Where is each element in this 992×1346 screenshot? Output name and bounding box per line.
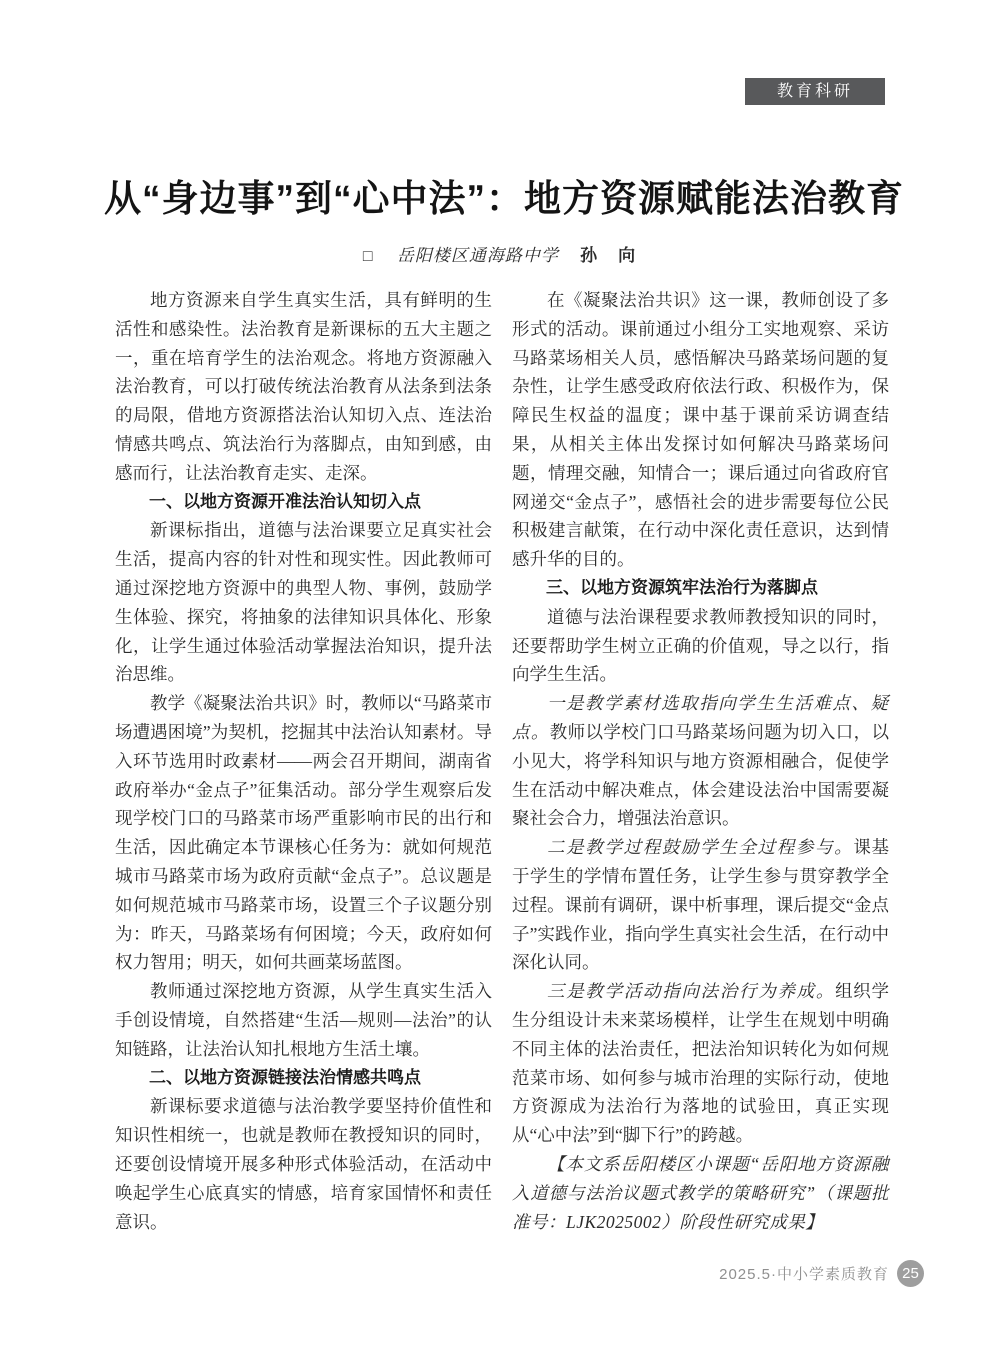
- lead-sentence: 三是教学活动指向法治行为养成。: [547, 981, 836, 1002]
- author-name: 孙 向: [580, 246, 638, 265]
- section-heading-3: 三、以地方资源筑牢法治行为落脚点: [546, 577, 818, 597]
- left-column: [115, 286, 492, 1236]
- page-footer: [719, 1260, 924, 1287]
- funding-note: 【本文系岳阳楼区小课题“岳阳地方资源融入道德与法治议题式教学的策略研究”（课题批准号：LJK2025002）阶段性研究成果】: [512, 1153, 889, 1232]
- lead-paragraph: [512, 977, 889, 1150]
- lead-sentence: 二是教学过程鼓励学生全过程参与。: [547, 837, 854, 858]
- paragraph: 道德与法治课程要求教师教授知识的同时，还要帮助学生树立正确的价值观，导之以行，指向学生生活。: [512, 606, 889, 685]
- category-badge-label: 教育科研: [776, 82, 853, 100]
- paragraph-text: 教师以学校门口马路菜场问题为切入口，以小见大，将学科知识与地方资源相融合，促使学生在活动中解决难点，体会建设法治中国需要凝聚社会合力，增强法治意识。: [512, 721, 889, 829]
- section-heading-1: 一、以地方资源开准法治认知切入点: [149, 491, 421, 511]
- article-body: [115, 286, 889, 1236]
- paragraph: 教师通过深挖地方资源，从学生真实生活入手创设情境，自然搭建“生活—规则—法治”的认知链路，让法治认知扎根地方生活土壤。: [115, 981, 492, 1059]
- paragraph: 新课标要求道德与法治教学要坚持价值性和知识性相统一，也就是教师在教授知识的同时，还要创设情境开展多种形式体验活动，在活动中唤起学生心底真实的情感，培育家国情怀和责任意识。: [115, 1096, 492, 1232]
- page-number-badge: 25: [897, 1260, 924, 1287]
- author-line: [104, 241, 896, 266]
- lead-paragraph: [512, 689, 889, 833]
- paragraph-text: 组织学生分组设计未来菜场模样，让学生在规划中明确不同主体的法治责任，把法治知识转化为如何规范菜市场、如何参与城市治理的实际行动，使地方资源成为法治行为落地的试验田，真正实现从“心中法”到“脚下行”的跨越。: [512, 981, 890, 1146]
- lead-sentence: 一是教学素材选取指向学生生活难点、疑点。: [512, 693, 889, 742]
- paragraph: 教学《凝聚法治共识》时，教师以“马路菜市场遭遇困境”为契机，挖掘其中法治认知素材。导入环节选用时政素材——两会召开期间，湖南省政府举办“金点子”征集活动。部分学生观察后发现学校门口的马路菜市场严重影响市民的出行和生活，因此确定本节课核心任务为：就如何规范城市马路菜市场为政府贡献“金点子”。总议题是如何规范城市马路菜市场，设置三个子议题分别为：昨天，马路菜场有何困境；今天，政府如何权力智用；明天，如何共画菜场蓝图。: [115, 693, 492, 973]
- section-heading-2: 二、以地方资源链接法治情感共鸣点: [149, 1067, 421, 1087]
- paragraph: 在《凝聚法治共识》这一课，教师创设了多形式的活动。课前通过小组分工实地观察、采访马路菜场相关人员，感悟解决马路菜场问题的复杂性，让学生感受政府依法行政、积极作为，保障民生权益的温度；课中基于课前采访调查结果，从相关主体出发探讨如何解决马路菜场问题，情理交融，知情合一；课后通过向省政府官网递交“金点子”，感悟社会的进步需要每位公民积极建言献策，在行动中深化责任意识，达到情感升华的目的。: [512, 290, 889, 570]
- author-marker-icon: □: [362, 248, 374, 265]
- category-badge: [745, 78, 885, 105]
- journal-name: 2025.5·中小学素质教育: [719, 1266, 889, 1283]
- right-column: [512, 286, 889, 1236]
- lead-paragraph: [512, 833, 889, 977]
- author-affiliation: 岳阳楼区通海路中学: [396, 246, 559, 265]
- paragraph-text: 课基于学生的学情布置任务，让学生参与贯穿教学全过程。课前有调研，课中析事理，课后提交“金点子”实践作业，指向学生真实社会生活，在行动中深化认同。: [512, 837, 890, 973]
- paragraph: 新课标指出，道德与法治课要立足真实社会生活，提高内容的针对性和现实性。因此教师可通过深挖地方资源中的典型人物、事例，鼓励学生体验、探究，将抽象的法律知识具体化、形象化，让学生通过体验活动掌握法治知识，提升法治思维。: [115, 520, 492, 685]
- paragraph: 地方资源来自学生真实生活，具有鲜明的生活性和感染性。法治教育是新课标的五大主题之一，重在培育学生的法治观念。将地方资源融入法治教育，可以打破传统法治教育从法条到法条的局限，借地方资源搭法治认知切入点、连法治情感共鸣点、筑法治行为落脚点，由知到感，由感而行，让法治教育走实、走深。: [115, 290, 492, 483]
- article-title: 从“身边事”到“心中法”：地方资源赋能法治教育: [104, 178, 904, 219]
